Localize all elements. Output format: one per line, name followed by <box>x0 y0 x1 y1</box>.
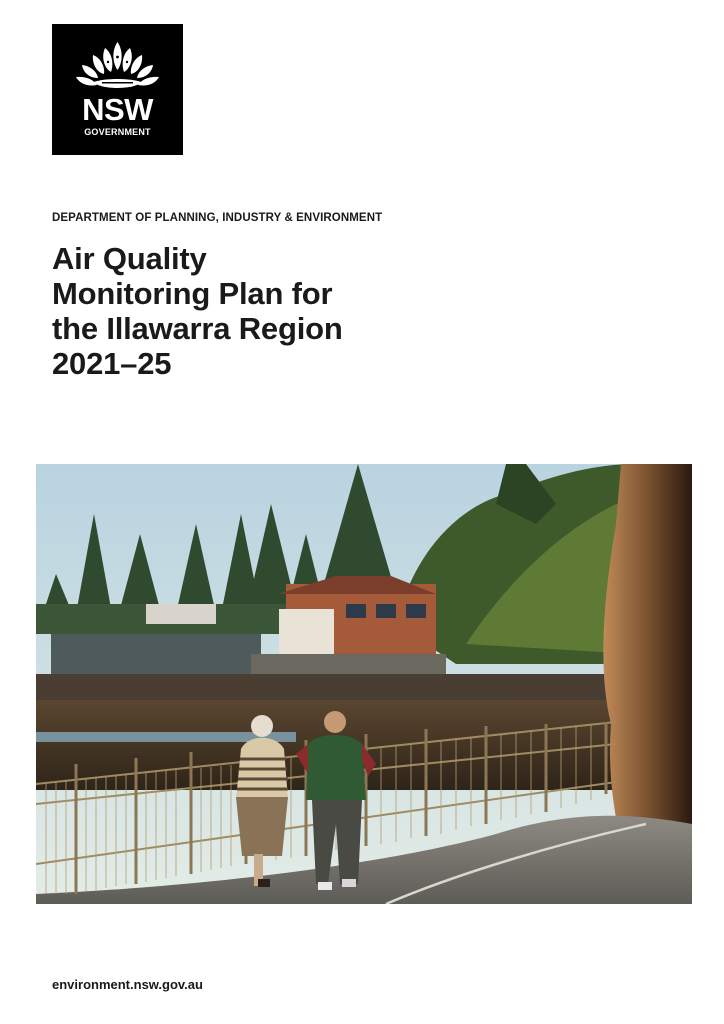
logo-subtext: GOVERNMENT <box>84 127 151 137</box>
waratah-icon <box>74 40 161 92</box>
title-line: the Illawarra Region <box>52 311 343 346</box>
website-url[interactable]: environment.nsw.gov.au <box>52 977 203 992</box>
nsw-government-logo <box>52 24 183 155</box>
department-name: DEPARTMENT OF PLANNING, INDUSTRY & ENVIRONMENT <box>52 212 383 224</box>
title-line: 2021–25 <box>52 346 172 381</box>
cover-photo <box>36 464 692 904</box>
logo-wordmark: NSW <box>82 92 153 127</box>
title-line: Air Quality <box>52 241 207 276</box>
document-title <box>52 241 472 381</box>
title-line: Monitoring Plan for <box>52 276 333 311</box>
